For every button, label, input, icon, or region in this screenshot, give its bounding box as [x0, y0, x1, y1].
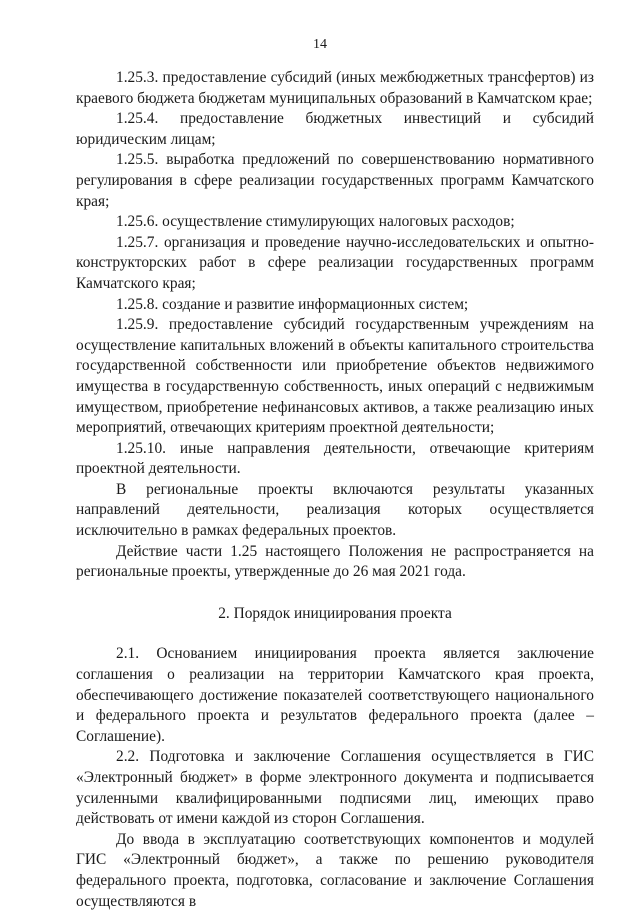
page-number: 14 — [313, 37, 327, 52]
paragraph-1-25-10: 1.25.10. иные направления деятельности, отвечающие критериям проектной деятельности. — [76, 439, 594, 478]
paragraph-1-25-9: 1.25.9. предоставление субсидий государственным учреждениям на осуществление капитальных вложений в объекты капитального строительства государственной собственности или приобретение объектов недвижимого имущества в государственную собственность, иных операций с недвижимым имуществом, приобретение нефинансовых активов, а также реализацию иных мероприятий, отвечающих критериям проектной деятельности; — [76, 316, 594, 437]
paragraph-1-25-5: 1.25.5. выработка предложений по совершенствованию нормативного регулирования в сфере реализации государственных программ Камчатского края; — [76, 151, 594, 210]
paragraph-1-25-7: 1.25.7. организация и проведение научно-исследовательских и опытно-конструкторских работ в сфере реализации государственных программ Камчатского края; — [76, 233, 594, 292]
paragraph-2-1: 2.1. Основанием инициирования проекта является заключение соглашения о реализации на территории Камчатского края проекта, обеспечивающего достижение показателей соответствующего национального и федерального проекта и результатов федерального проекта (далее – Соглашение). — [76, 645, 594, 745]
paragraph-before-gis-commissioning: До ввода в эксплуатацию соответствующих компонентов и модулей ГИС «Электронный бюджет», а также по решению руководителя федерального проекта, подготовка, согласование и заключение Соглашения осуществляются в — [76, 830, 594, 910]
section-2-heading: 2. Порядок инициирования проекта — [218, 604, 452, 622]
paragraph-1-25-8: 1.25.8. создание и развитие информационных систем; — [116, 295, 469, 313]
paragraph-2-2: 2.2. Подготовка и заключение Соглашения осуществляется в ГИС «Электронный бюджет» в форме электронного документа и подписывается усиленными квалифицированными подписями лиц, имеющих право действовать от имени каждой из сторон Соглашения. — [76, 748, 594, 828]
document-body — [76, 68, 594, 912]
paragraph-1-25-4: 1.25.4. предоставление бюджетных инвестиций и субсидий юридическим лицам; — [76, 110, 594, 148]
paragraph-1-25-3: 1.25.3. предоставление субсидий (иных межбюджетных трансфертов) из краевого бюджета бюджетам муниципальных образований в Камчатском крае; — [76, 69, 594, 107]
paragraph-part-1-25-scope: Действие части 1.25 настоящего Положения не распространяется на региональные проекты, утвержденные до 26 мая 2021 года. — [76, 542, 594, 581]
paragraph-1-25-6: 1.25.6. осуществление стимулирующих налоговых расходов; — [116, 213, 515, 231]
paragraph-regional-projects: В региональные проекты включаются результаты указанных направлений деятельности, реализация которых осуществляется исключительно в рамках федеральных проектов. — [76, 480, 594, 540]
